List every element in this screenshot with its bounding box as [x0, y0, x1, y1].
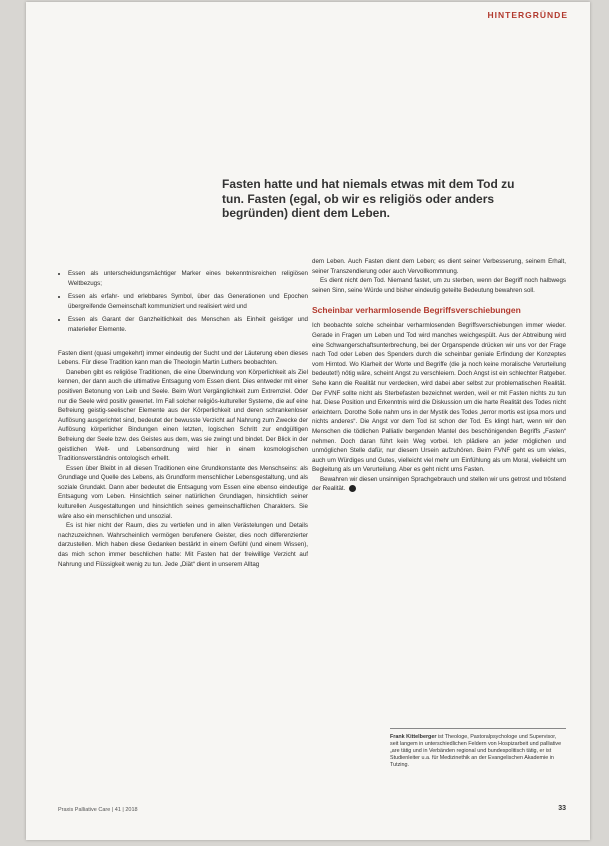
left-column — [58, 257, 308, 569]
body-paragraph: Essen über Bleibt in all diesen Traditionen eine Grundkonstante des Menschseins: als Grundlage und Quelle des Lebens, als Grundform menschlicher Lebensgestaltung, und als soziale Grundakt. Dann aber bedeutet die Entsagung vom Essen eine ebenso eindeutige Entsagung vom Leben. Hinsichtlich seiner natürlichen Grundlagen, hinsichtlich seiner kulturellen Ausgestaltungen und hinsichtlich seines gemeinschaftlichen Charakters. Sie wäre also ein menschlichen und unsozial. — [58, 464, 308, 520]
subheading: Scheinbar verharmlosende Begriffsverschiebungen — [312, 305, 521, 316]
right-column — [312, 257, 566, 494]
section-label: HINTERGRÜNDE — [487, 10, 568, 20]
magazine-page — [26, 2, 590, 840]
body-paragraph — [312, 475, 566, 494]
body-paragraph: Es dient nicht dem Tod. Niemand fastet, um zu sterben, wenn der Begriff noch halbwegs seinen Sinn, seine Würde und bisher eindeutig geteilte Bedeutung bewahren soll. — [312, 277, 566, 294]
author-name: Frank Kittelberger — [390, 734, 437, 740]
end-mark-icon — [349, 485, 356, 492]
author-description: ist Theologe, Pastoralpsychologe und Supervisor, seit langem in unterschiedlichen Feldern von Hospizarbeit und palliative „are tätig und in Verbänden regional und bundespolitisch tätig, er ist Studienleiter u.a. für Medizinethik an der Evangelischen Akademie in Tutzing. — [390, 734, 562, 768]
bullet-list — [58, 269, 308, 335]
bullet-item: • Essen als unterscheidungsmächtiger Marker eines bekenntnisreichen religiösen Weltbezugs; — [68, 269, 308, 288]
footer-publication: Praxis Palliative Care | 41 | 2018 — [58, 807, 138, 813]
body-paragraph: dem Leben. Auch Fasten dient dem Leben; es dient seiner Verbesserung, seinem Erhalt, seiner Transzendierung oder auch Vervollkommnung. — [312, 258, 566, 275]
closing-sentence: Bewahren wir diesen unsinnigen Sprachgebrauch und stellen wir uns getrost und tröstend der Realität. — [312, 475, 566, 493]
bullet-item: • Essen als Garant der Ganzheitlichkeit des Menschen als Einheit geistiger und materieller Elemente. — [68, 315, 308, 334]
page-number: 33 — [558, 805, 566, 812]
body-paragraph: Ich beobachte solche scheinbar verharmlosenden Begriffsverschiebungen immer wieder. Gerade in Fragen um Leben und Tod wird manches weichgespült. Aus der Abtreibung wird eine Schwangerschaftsunterbrechung, bei der Organspende drücken wir uns vor der Frage nach Tod oder Leben des Spenders durch die scheinbar geniale Erfindung der Konzeptes vom Hirntod. Wo Klarheit der Worte und Begriffe (die ja noch keine moralische Verurteilung bedeutet!) nötig wäre, scheint Angst zu verschleiern. Doch Angst ist ein schlechter Ratgeber. Sehe kann die Realität nur verdecken, wird dabei aber selbst zur problematischen Realität. Der FVNF sollte nicht als Sterbefasten bezeichnet werden, weil er mit Fasten nichts zu tun hat. Diese Position und Erkenntnis wird die Diskussion um die harte Realität des Todes nicht erleichtern. Dorothe Solle nahm uns in der Mystik des Todes „terror mortis est ipsa mors und nichts anderes“. Die Angst vor dem Tod ist schon der Tod. Es klingt hart, wenn wir den Menschen die tödlichen Palliativ bergenden Mantel des beschönigenden Begriffs „Fasten“ nehmen. Doch daran führt kein Weg vorbei. Ich plädiere an jeder möglichen und unmöglichen Stelle dafür, nur diesem Ursein aufzuhören. Beim FVNF geht es um vieles, auch um Würdiges und Gutes, vielleicht viel mehr um Einfühlung als um Moral, vielleicht um Begleitung als um Verurteilung. Aber es geht nicht ums Fasten. — [312, 322, 566, 474]
body-paragraph: Daneben gibt es religiöse Traditionen, die eine Überwindung von Körperlichkeit als Ziel kennen, der dann auch die ultimative Entsagung vom Essen dient. Dies entweder mit einer positiven Betonung von Leib und Seele. Beim Wort Vergänglichkeit zum Extremziel. Oder nur die Seele wird positiv gewertet. Im Fall solcher religiös-kultureller Systeme, die auf eine Befreiung geistig-seelischer Elemente aus der Körperlichkeit und deren schrankenloser Auflösung ausgerichtet sind, bedeutet der bewusste Verzicht auf Nahrung zum Zwecke der Auflösung körperlicher Bindungen einen letzten, logischen Schritt zur endgültigen Befreiung der Seele bzw. des Geistes aus dem, was sie zwingt und bindet. Der Blick in der geistlichen Welt- und Lebensordnung wird hier in einem kosmologischen Traditionsverständnis ontologisch erhellt. — [58, 368, 308, 463]
bullet-item: • Essen als erfahr- und erlebbares Symbol, über das Generationen und Epochen übergreifende Gemeinschaft kommuniziert und realisiert wird und — [68, 292, 308, 311]
body-paragraph: Fasten dient (quasi umgekehrt) immer eindeutig der Sucht und der Läuterung eben dieses Lebens. Für diese Tradition kann man die Theologin Martin Luthers beobachten. — [58, 349, 308, 367]
body-paragraph: Es ist hier nicht der Raum, dies zu vertiefen und in allen Verästelungen und Details nachzuzeichnen. Wahrscheinlich vermögen berufenere Geister, dies noch differenzierter darzustellen. Mich haben diese Gedanken bestärkt in einem Gefühl (und einem Wissen), das mich schon immer beschlichen hatte: Mit Fasten hat der freiwillige Verzicht auf Nahrung und Flüssigkeit wenig zu tun. Jede „Diät“ dient in unserem Alltag — [58, 522, 308, 568]
pull-quote: Fasten hatte und hat niemals etwas mit dem Tod zu tun. Fasten (egal, ob wir es religiös oder anders begründen) dient dem Leben. — [222, 177, 515, 220]
author-bio — [390, 728, 566, 769]
